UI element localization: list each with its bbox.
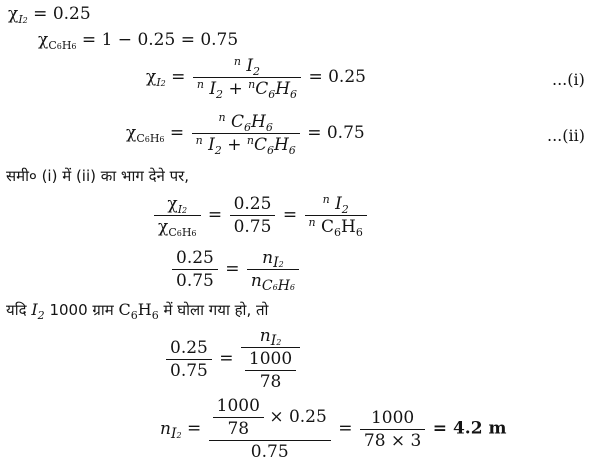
if-condition-line: यदि $I_2$ 1000 ग्राम $C_6H_6$ में घोला गया हो, तो bbox=[6, 300, 269, 322]
final-calculation: $n_{I2}$ = $\frac{1000}{78}$ × 0.25 0.75 = $\frac{1000}{78 \times 3}$ = 4.2 m bbox=[160, 396, 507, 462]
equation-ii: $\chi_{C6H6}$ = $\frac{^n C_6H_6}{^n I_2 + ^nC_6H_6}$ = 0.75 bbox=[126, 111, 365, 157]
line-chi-c6h6: $\chi_{C6H6} = 1 - 0.25 = 0.75$ bbox=[38, 30, 239, 52]
fraction-eq-i: $\frac{^n I_2}{^n I_2 + ^nC_6H_6}$ bbox=[193, 56, 301, 99]
chi-i2-value: = 0.25 bbox=[33, 4, 91, 24]
eq-ii-result: = 0.75 bbox=[307, 123, 365, 143]
eq-i-result: = 0.25 bbox=[308, 67, 366, 87]
eq-i-tag: ...(i) bbox=[552, 70, 585, 89]
substitution-equation: $\frac{0.25}{0.75}$ = $\frac{n_{I2}}{\frac{1000}{78}}$ bbox=[164, 326, 302, 392]
fraction-eq-ii: $\frac{^n C_6H_6}{^n I_2 + ^nC_6H_6}$ bbox=[192, 112, 300, 155]
ratio-equation: $\frac{\chi_{I2}}{\chi_{C6H6}}$ = $\frac{0.25}{0.75}$ = $\frac{^n I_2}{^n C_6H_6}$ bbox=[152, 194, 369, 237]
line-chi-i2: $\chi_{I2} = 0.25$ bbox=[8, 4, 91, 26]
eq-ii-tag: ...(ii) bbox=[547, 126, 585, 145]
divide-instruction: समी० (i) में (ii) का भाग देने पर, bbox=[6, 167, 190, 185]
chi-c6h6-value: = 1 − 0.25 = 0.75 bbox=[81, 30, 239, 50]
equation-i: $\chi_{I2}$ = $\frac{^n I_2}{^n I_2 + ^nC_6H_6}$ = 0.25 bbox=[146, 55, 366, 101]
chi-symbol: χ bbox=[8, 4, 19, 24]
final-answer: = 4.2 m bbox=[432, 418, 507, 439]
ratio-moles: $\frac{0.25}{0.75}$ = $\frac{n_{I2}}{n_{C6H6}}$ bbox=[170, 248, 301, 291]
